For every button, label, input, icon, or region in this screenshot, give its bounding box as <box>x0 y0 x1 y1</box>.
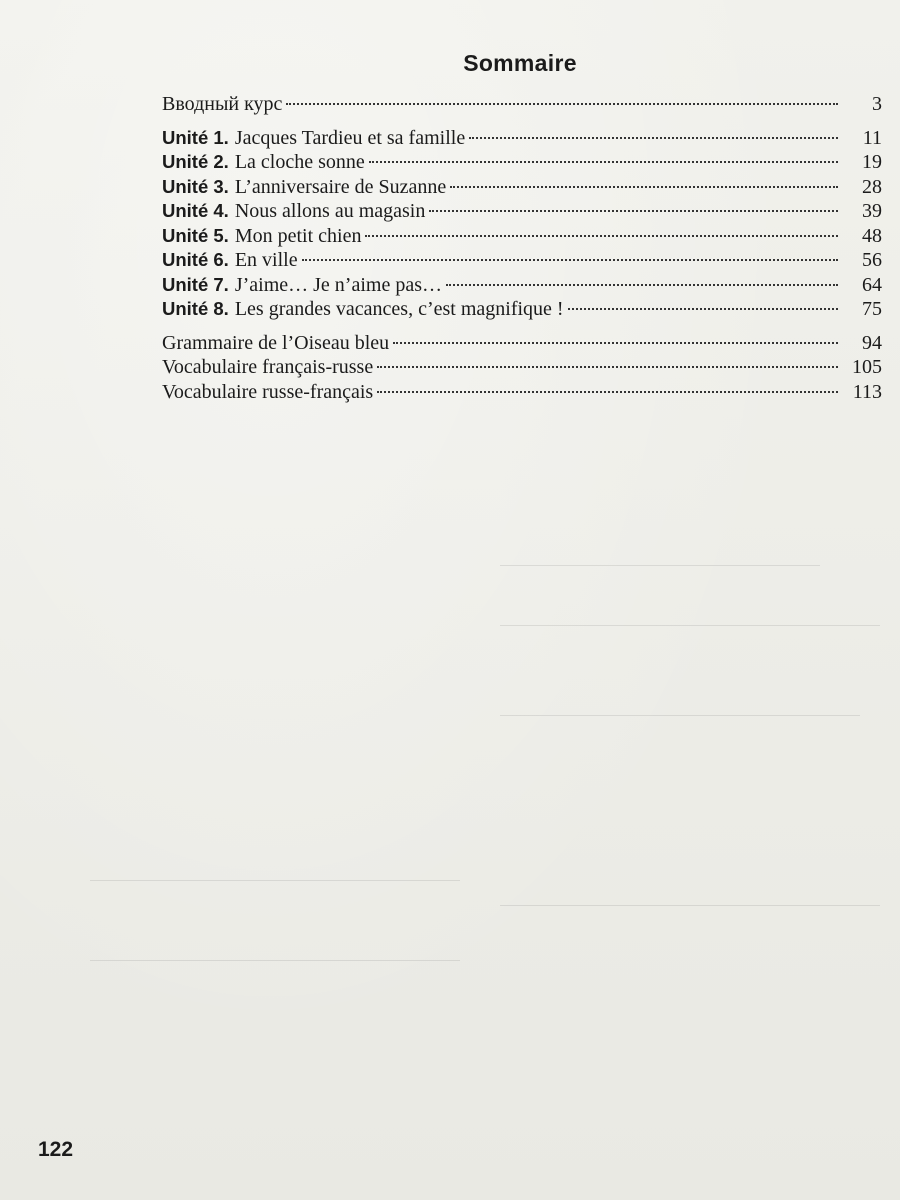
dot-leader <box>377 391 838 393</box>
show-through-line <box>500 625 880 626</box>
toc-entry-page: 105 <box>852 356 882 378</box>
toc-unit-label: Unité 3. <box>162 175 229 197</box>
toc-entry-unit-1[interactable] <box>162 126 882 151</box>
toc-entry-unit-6[interactable] <box>162 248 882 273</box>
toc-entry-vocab-ru-fr[interactable] <box>162 380 882 405</box>
dot-leader <box>429 210 838 212</box>
toc-unit-label: Unité 5. <box>162 224 229 246</box>
toc-entry-unit-8[interactable] <box>162 297 882 322</box>
toc-entry-page: 19 <box>862 151 882 173</box>
toc-entry-intro[interactable] <box>162 92 882 117</box>
toc-entry-title: J’aime… Je n’aime pas… <box>234 273 442 296</box>
toc-entry-title: Вводный курс <box>162 93 283 115</box>
show-through-line <box>500 565 820 566</box>
dot-leader <box>302 259 838 261</box>
toc-entry-page: 11 <box>862 126 882 149</box>
toc-entry-page: 3 <box>872 93 882 115</box>
toc-entry-page: 94 <box>862 331 882 354</box>
toc-unit-label: Unité 4. <box>162 200 229 221</box>
show-through-line <box>500 905 880 906</box>
dot-leader <box>286 103 838 105</box>
page-title: Sommaire <box>463 50 577 76</box>
toc-entry-title: Vocabulaire russe-français <box>162 380 374 403</box>
dot-leader <box>450 186 838 188</box>
toc-entry-page: 56 <box>862 249 882 271</box>
dot-leader <box>446 284 838 286</box>
table-of-contents <box>162 92 882 404</box>
toc-unit-label: Unité 1. <box>162 126 229 148</box>
toc-entry-unit-4[interactable] <box>162 199 882 224</box>
toc-entry-title: La cloche sonne <box>234 151 365 173</box>
toc-entry-page: 75 <box>862 298 882 320</box>
toc-entry-title: En ville <box>234 249 298 271</box>
toc-entry-unit-7[interactable] <box>162 273 882 298</box>
toc-entry-title: Jacques Tardieu et sa famille <box>234 126 466 149</box>
toc-unit-label: Unité 8. <box>162 298 229 319</box>
dot-leader <box>393 342 838 344</box>
toc-entry-vocab-fr-ru[interactable] <box>162 355 882 380</box>
toc-entry-title: Nous allons au magasin <box>234 200 426 222</box>
dot-leader <box>365 235 838 237</box>
show-through-line <box>90 960 460 961</box>
show-through-line <box>90 880 460 881</box>
toc-entry-page: 113 <box>852 380 882 403</box>
toc-entry-page: 48 <box>862 224 882 247</box>
toc-entry-grammar[interactable] <box>162 331 882 356</box>
toc-entry-page: 28 <box>862 175 882 198</box>
dot-leader <box>469 137 838 139</box>
toc-entry-title: Mon petit chien <box>234 224 362 247</box>
toc-entry-page: 64 <box>862 273 882 296</box>
toc-entry-page: 39 <box>862 200 882 222</box>
toc-unit-label: Unité 7. <box>162 273 229 295</box>
toc-entry-title: Les grandes vacances, c’est magnifique ! <box>234 298 564 320</box>
page-number: 122 <box>38 1138 74 1161</box>
toc-entry-unit-2[interactable] <box>162 150 882 175</box>
toc-entry-unit-3[interactable] <box>162 175 882 200</box>
dot-leader <box>377 366 838 368</box>
toc-entry-title: L’anniversaire de Suzanne <box>234 175 447 198</box>
dot-leader <box>568 308 838 310</box>
show-through-line <box>500 715 860 716</box>
toc-unit-label: Unité 2. <box>162 151 229 172</box>
toc-entry-unit-5[interactable] <box>162 224 882 249</box>
toc-entry-title: Vocabulaire français-russe <box>162 356 374 378</box>
toc-entry-title: Grammaire de l’Oiseau bleu <box>162 331 390 354</box>
toc-unit-label: Unité 6. <box>162 249 229 270</box>
dot-leader <box>369 161 838 163</box>
